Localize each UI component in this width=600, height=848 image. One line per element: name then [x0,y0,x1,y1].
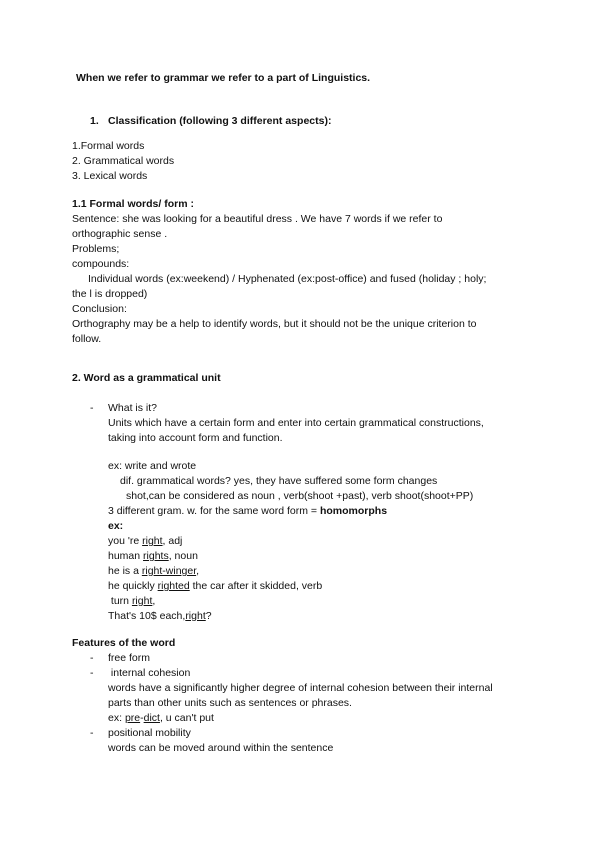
body-line: compounds: [72,258,130,270]
section2-heading: 2. Word as a grammatical unit [72,372,221,384]
body-line: parts than other units such as sentences or phrases. [108,697,352,709]
section1-number: 1. [90,115,99,127]
body-line: Problems; [72,243,120,255]
body-line: Units which have a certain form and enter into certain grammatical constructions, [108,417,484,429]
example-line: That's 10$ each,right? [108,610,212,622]
body-line: words have a significantly higher degree of internal cohesion between their internal [108,682,493,694]
bullet-dash: - [90,652,94,664]
feature-item: positional mobility [108,727,191,739]
section1-heading: Classification (following 3 different aspects): [108,115,332,127]
example-line: you 're right, adj [108,535,183,547]
bullet-dash: - [90,667,94,679]
example-line: ex: pre-dict, u can't put [108,712,214,724]
homomorphs-line: 3 different gram. w. for the same word form = homomorphs [108,505,388,517]
page-title: When we refer to grammar we refer to a part of Linguistics. [76,72,371,84]
body-line: What is it? [108,402,158,414]
body-line: orthographic sense . [72,228,168,240]
body-line: the l is dropped) [72,288,148,300]
bullet-dash: - [90,402,94,414]
feature-item: internal cohesion [108,667,191,679]
example-label: ex: [108,520,124,532]
example-line: human rights, noun [108,550,198,562]
body-line: Orthography may be a help to identify words, but it should not be the unique criterion to [72,318,477,330]
body-line: Individual words (ex:weekend) / Hyphenated (ex:post-office) and fused (holiday ; holy; [88,273,487,285]
body-line: shot,can be considered as noun , verb(shoot +past), verb shoot(shoot+PP) [126,490,474,502]
section11-heading: 1.1 Formal words/ form : [72,198,194,210]
body-line: follow. [72,333,102,345]
list-item: 3. Lexical words [72,170,148,182]
list-item: 2. Grammatical words [72,155,175,167]
bullet-dash: - [90,727,94,739]
homomorphs-term: homomorphs [319,505,388,517]
body-line: Conclusion: [72,303,127,315]
example-line: turn right, [108,595,156,607]
list-item: 1.Formal words [72,140,145,152]
body-line: words can be moved around within the sentence [108,742,334,754]
example-line: he quickly righted the car after it skidded, verb [108,580,323,592]
example-line: he is a right-winger, [108,565,200,577]
body-line: dif. grammatical words? yes, they have suffered some form changes [120,475,438,487]
body-line: ex: write and wrote [108,460,197,472]
features-heading: Features of the word [72,637,176,649]
feature-item: free form [108,652,151,664]
body-line: Sentence: she was looking for a beautiful dress . We have 7 words if we refer to [72,213,443,225]
body-line: taking into account form and function. [108,432,283,444]
